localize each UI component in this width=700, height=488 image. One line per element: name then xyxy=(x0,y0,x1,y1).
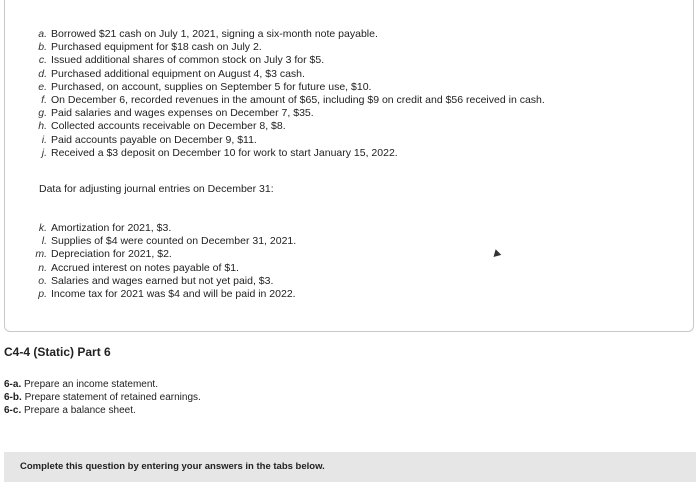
list-item: g. Paid salaries and wages expenses on December 7, $35. xyxy=(38,107,314,120)
list-item: c. Issued additional shares of common stock on July 3 for $5. xyxy=(38,54,325,67)
list-item: m. Depreciation for 2021, $2. xyxy=(35,248,172,261)
problem-data-card xyxy=(4,0,694,332)
list-item: d. Purchased additional equipment on August 4, $3 cash. xyxy=(38,67,305,80)
list-item: 6-a. Prepare an income statement. xyxy=(4,379,158,390)
list-item: j. Received a $3 deposit on December 10 for work to start January 15, 2022. xyxy=(41,146,398,159)
list-item: i. Paid accounts payable on December 9, $11. xyxy=(41,133,257,146)
list-item: n. Accrued interest on notes payable of $1. xyxy=(38,261,239,274)
list-item: p. Income tax for 2021 was $4 and will be paid in 2022. xyxy=(38,287,296,300)
transaction-list xyxy=(33,28,545,160)
adjustment-list xyxy=(33,222,296,301)
list-item: a. Borrowed $21 cash on July 1, 2021, signing a six-month note payable. xyxy=(38,28,378,40)
part-heading: C4-4 (Static) Part 6 xyxy=(4,345,111,359)
list-item: 6-b. Prepare statement of retained earnings. xyxy=(4,391,201,403)
adjusting-intro: Data for adjusting journal entries on December 31: xyxy=(39,183,274,195)
list-item: o. Salaries and wages earned but not yet paid, $3. xyxy=(38,274,274,287)
list-item: k. Amortization for 2021, $3. xyxy=(38,222,172,234)
list-item: b. Purchased equipment for $18 cash on July 2. xyxy=(38,41,262,54)
instruction-text: Complete this question by entering your answers in the tabs below. xyxy=(20,461,325,472)
requirements-list xyxy=(4,379,201,417)
list-item: l. Supplies of $4 were counted on December 31, 2021. xyxy=(41,235,297,248)
list-item: e. Purchased, on account, supplies on September 5 for future use, $10. xyxy=(38,80,372,93)
instruction-bar xyxy=(4,452,696,482)
mouse-cursor-icon xyxy=(491,249,502,260)
list-item: f. On December 6, recorded revenues in the amount of $65, including $9 on credit and $56 received in cash. xyxy=(41,93,545,106)
list-item: h. Collected accounts receivable on December 8, $8. xyxy=(38,120,286,133)
list-item: 6-c. Prepare a balance sheet. xyxy=(4,404,136,416)
